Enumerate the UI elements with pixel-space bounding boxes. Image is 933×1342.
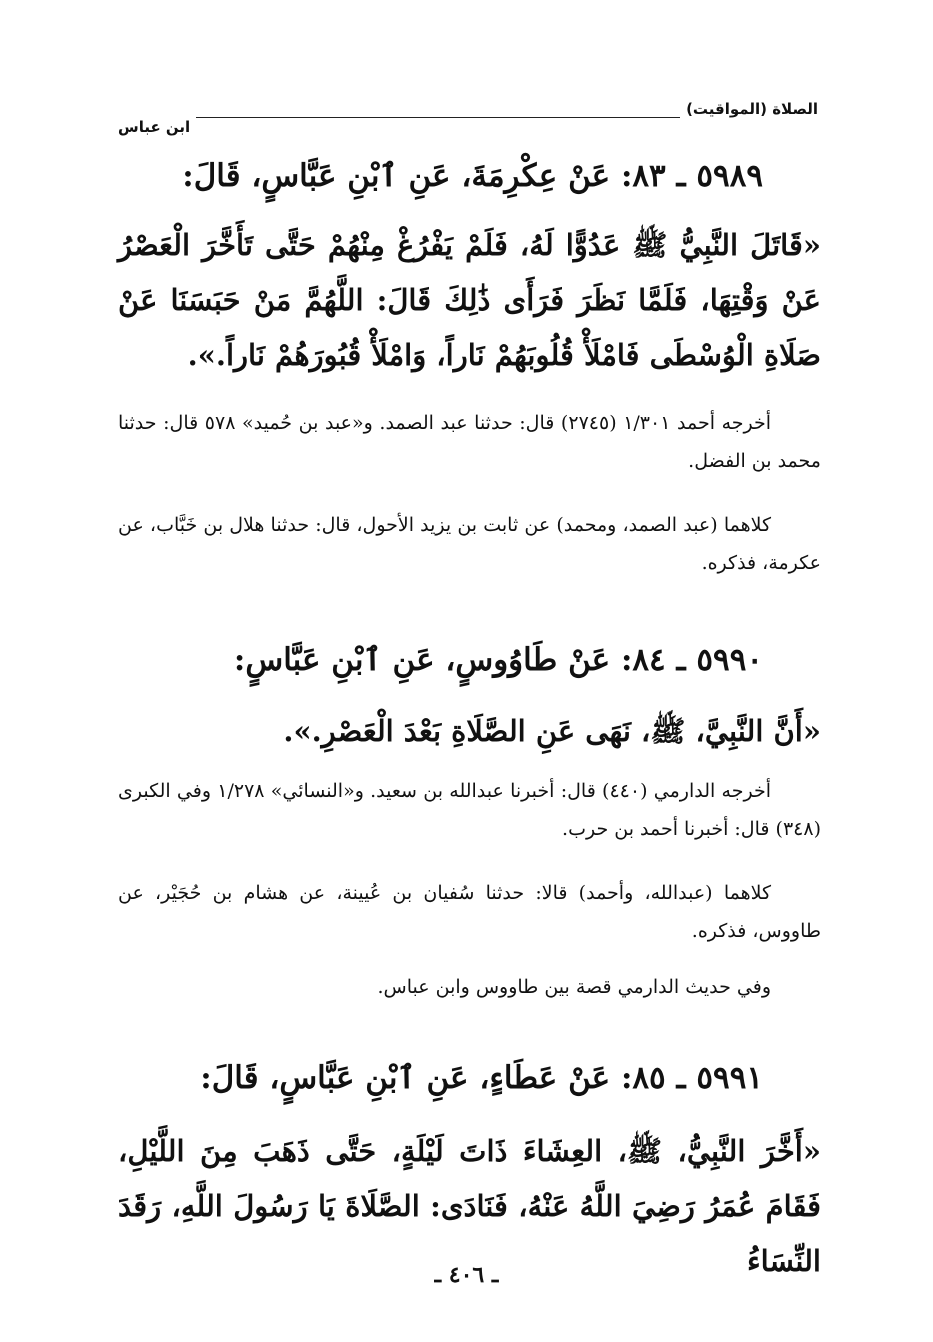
hadith-heading: ٥٩٩١ ـ ٨٥: عَنْ عَطَاءٍ، عَنِ ٱبْنِ عَبَّاسٍ، قَالَ: [200,1060,763,1096]
hadith-heading: ٥٩٨٩ ـ ٨٣: عَنْ عِكْرِمَةَ، عَنِ ٱبْنِ عَبَّاسٍ، قَالَ: [182,158,763,194]
takhrij-paragraph: أخرجه الدارمي (٤٤٠) قال: أخبرنا عبدالله بن سعيد. و«النسائي» ١/٢٧٨ وفي الكبرى (٣٤٨) قال: أخبرنا أحمد بن حرب. [118,780,821,840]
header-rule [196,117,680,118]
running-header [118,100,818,140]
takhrij-paragraph: أخرجه أحمد ١/٣٠١ (٢٧٤٥) قال: حدثنا عبد الصمد. و«عبد بن حُميد» ٥٧٨ قال: حدثنا محمد بن الفضل. [118,412,821,472]
hadith-matn: «أَخَّرَ النَّبِيُّ، ﷺ، العِشَاءَ ذَاتَ لَيْلَةٍ، حَتَّى ذَهَبَ مِنَ اللَّيْلِ، فَقَامَ عُمَرُ رَضِيَ اللَّهُ عَنْهُ، فَنَادَى: الصَّلَاةَ يَا رَسُولَ اللَّهِ، رَقَدَ النِّسَاءُ [118,1134,821,1278]
narrator-tag: ابن عباس [118,118,191,136]
takhrij-paragraph: كلاهما (عبد الصمد، ومحمد) عن ثابت بن يزيد الأحول، قال: حدثنا هلال بن خَبَّاب، عن عكرمة، فذكره. [118,514,821,574]
hadith-matn: «أَنَّ النَّبِيَّ، ﷺ، نَهَى عَنِ الصَّلَاةِ بَعْدَ الْعَصْرِ.». [283,714,821,748]
hadith-matn: «قَاتَلَ النَّبِيُّ ﷺ عَدُوًّا لَهُ، فَلَمْ يَفْرُغْ مِنْهُمْ حَتَّى تَأَخَّرَ الْعَصْرُ عَنْ وَقْتِهَا، فَلَمَّا نَظَرَ فَرَأَى ذَٰلِكَ قَالَ: اللَّهُمَّ مَنْ حَبَسَنَا عَنْ صَلَاةِ الْوُسْطَى فَامْلَأْ قُلُوبَهُمْ نَاراً، وَامْلَأْ قُبُورَهُمْ نَاراً.». [118,228,821,372]
hadith-heading: ٥٩٩٠ ـ ٨٤: عَنْ طَاوُوسٍ، عَنِ ٱبْنِ عَبَّاسٍ: [233,642,763,678]
takhrij-paragraph: كلاهما (عبدالله، وأحمد) قالا: حدثنا سُفيان بن عُيينة، عن هشام بن حُجَيْر، عن طاووس، فذكره. [118,882,821,942]
page-number: ـ ٤٠٦ ـ [434,1262,499,1288]
takhrij-paragraph: وفي حديث الدارمي قصة بين طاووس وابن عباس. [377,976,771,998]
chapter-title: الصلاة (المواقيت) [686,100,818,118]
